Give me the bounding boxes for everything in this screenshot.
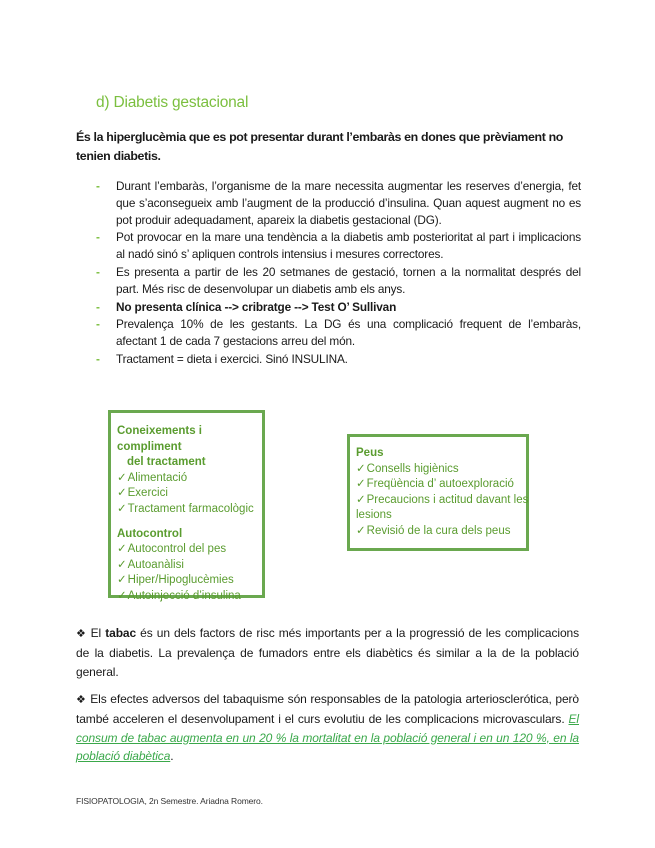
box-item-continuation: lesions [356, 509, 392, 522]
box-item: ✓Precaucions i actitud davant les [356, 493, 529, 506]
list-item-text: Tractament = dieta i exercici. Sinó INSULINA. [116, 351, 348, 366]
box-item: ✓Alimentació [117, 471, 188, 484]
check-icon: ✓ [117, 558, 127, 571]
check-icon: ✓ [117, 487, 127, 500]
box-item: ✓Autocontrol del pes [117, 543, 227, 556]
bullet-dash: - [96, 317, 100, 332]
box-item: ✓Freqüència d’ autoexploració [356, 478, 514, 491]
check-icon: ✓ [117, 471, 127, 484]
section-title: d) Diabetis gestacional [96, 94, 249, 111]
list-item [96, 316, 581, 350]
bold-term: tabac [105, 626, 137, 640]
check-icon: ✓ [356, 462, 366, 475]
list-item-text: No presenta clínica --> cribratge --> Test O’ Sullivan [116, 299, 397, 314]
list-item [96, 178, 581, 228]
intro-definition: És la hiperglucèmia que es pot presentar durant l’embaràs en dones que prèviament no tenien diabetis. [76, 130, 564, 163]
box-item: ✓Autoinjecció d’insulina [117, 589, 241, 602]
bullet-dash: - [96, 230, 100, 245]
diamond-bullet-icon: ❖ [76, 694, 87, 706]
mortality-statistic-link[interactable]: El consum de tabac augmenta en un 20 % la mortalitat en la població general i en un 120 %, en la població diabètica [76, 711, 579, 764]
smoking-effects-paragraph: ❖ Els efectes adversos del tabaquisme són responsables de la patologia arteriosclerótica, però també acceleren el desenvolupament i el curs evolutiu de les complicacions microvasculars. El consum de tabac augmenta en un 20 % la mortalitat en la població general i en un 120 %, en la població diabètica. [76, 692, 579, 764]
list-item-text: Durant l’embaràs, l’organisme de la mare necessita augmentar les reserves d’energia, fet que s’aconsegueix amb l’augment de la producció d’insulina. Quan aquest augment no es pot produir adequadament, apareix la diabetis gestacional (DG). [116, 179, 581, 227]
foot-care-box [347, 434, 529, 551]
list-item [96, 229, 581, 263]
bullet-list [96, 178, 581, 369]
box-heading: Coneixements i compliment [117, 425, 202, 453]
box-item: ✓Revisió de la cura dels peus [356, 524, 511, 537]
check-icon: ✓ [356, 493, 366, 506]
check-icon: ✓ [117, 574, 127, 587]
check-icon: ✓ [356, 478, 366, 491]
check-icon: ✓ [117, 543, 127, 556]
check-icon: ✓ [117, 502, 127, 515]
list-item [96, 264, 581, 298]
check-icon: ✓ [117, 589, 127, 602]
bullet-dash: - [96, 299, 100, 314]
list-item-text: Es presenta a partir de les 20 setmanes de gestació, tornen a la normalitat després del part. Més risc de desenvolupar un diabetis amb els anys. [116, 264, 581, 296]
list-item [96, 299, 581, 316]
bullet-dash: - [96, 179, 100, 193]
education-box [108, 410, 265, 602]
box-item: ✓Consells higiènics [356, 462, 459, 475]
box-item: ✓Tractament farmacològic [117, 502, 254, 515]
list-item-text: Prevalença 10% de les gestants. La DG és una complicació frequent de l’embaràs, afectant 1 de cada 7 gestacions arreu del món. [116, 317, 581, 349]
diamond-bullet-icon: ❖ [76, 628, 87, 640]
box-item: ✓Hiper/Hipoglucèmies [117, 574, 234, 587]
box-heading: Peus [356, 447, 384, 459]
check-icon: ✓ [356, 524, 366, 537]
box-item: ✓Exercici [117, 487, 168, 500]
bullet-dash: - [96, 264, 100, 279]
list-item-text: Pot provocar en la mare una tendència a la diabetis amb posterioritat al part i implicacions al nadó sinó s’ apliquen controls intensius i mesures correctores. [116, 230, 581, 262]
list-item [96, 351, 581, 368]
box-subheading: Autocontrol [117, 527, 183, 540]
bullet-dash: - [96, 351, 100, 366]
box-heading-continuation: del tractament [127, 456, 206, 469]
box-item: ✓Autoanàlisi [117, 558, 184, 571]
page-footer: FISIOPATOLOGIA, 2n Semestre. Ariadna Romero. [76, 796, 263, 806]
tobacco-paragraph: ❖ El tabac és un dels factors de risc més importants per a la progressió de les complicacions de la diabetis. La prevalença de fumadors entre els diabètics és similar a la de la població general. [76, 626, 579, 679]
